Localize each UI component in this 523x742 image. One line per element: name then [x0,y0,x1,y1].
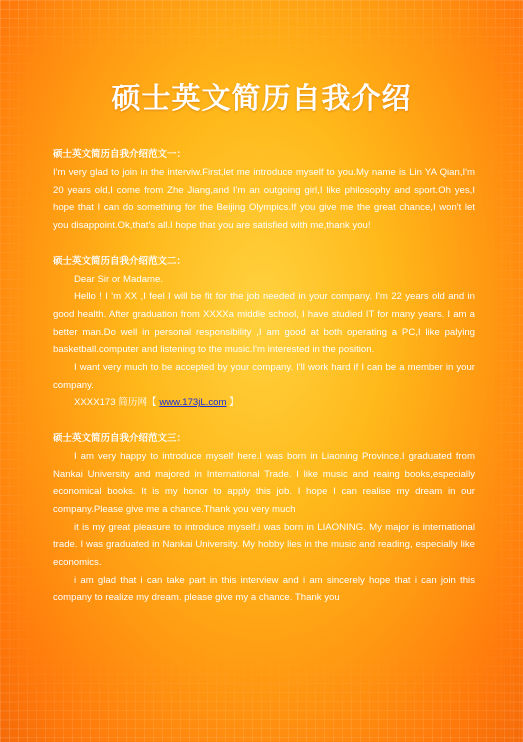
paragraph: Dear Sir or Madame. [74,273,164,285]
source-line [53,394,475,412]
document-body [53,146,475,607]
section-sample-3 [53,430,475,607]
section-sample-2 [53,253,475,413]
paragraph: I want very much to be accepted by your company. I'll work hard if I can be a member in your company. [53,362,475,391]
section-heading: 硕士英文简历自我介绍范文二： [53,255,187,267]
source-prefix: XXXX173 简历网【 [74,397,160,409]
paragraph: Hello ! I 'm XX ,I feel I will be fit for the job needed in your company. I'm 22 years old and in good health. After graduation from XXXXa middle school, I have studied IT for many years. I am a better man.Do well in personal responsibility ,I am good at both operating a PC,I like palying basketball.computer and listening to the music.I'm interested in the position. [53,291,475,356]
decorative-grid-bottom [0,647,523,742]
spacer [53,235,475,253]
spacer [53,412,475,430]
paragraph: i am glad that i can take part in this interview and i am sincerely hope that i can join this company to realize my dream. please give my a chance. Thank you [53,574,475,604]
section-heading: 硕士英文简历自我介绍范文一： [53,149,187,160]
paragraph: I'm very glad to join in the interviw.First,let me introduce myself to you.My name is Lin YA Qian,I'm 20 years old,I come from Zhe Jiang,and I'm an outgoing girl,I like philosophy and sport.Oh yes,I hope that I can do something for the Beijing Olympics.If you give me the great chance,I won't let you disappoint.Ok,that's all.I hope that you are satisfied with me,thank you! [53,167,475,232]
source-suffix: 】 [226,397,239,409]
section-sample-1 [53,146,475,235]
source-link[interactable]: www.173jL.com [159,397,227,409]
section-heading: 硕士英文简历自我介绍范文三： [53,432,187,444]
paragraph: I am very happy to introduce myself here.I was born in Liaoning Province.I graduated from Nankai University and majored in International Trade. I like music and reaing books,especially economical books. It is my honor to apply this job. I hope I can realise my dream in our company.Please give me a chance.Thank you very much [53,450,475,515]
page-title: 硕士英文简历自我介绍 [111,81,412,115]
decorative-grid-top [0,0,523,60]
paragraph: it is my great pleasure to introduce myself.i was born in LIAONING. My major is international trade. I was graduated in Nankai University. My hobby lies in the music and reading, especially like economics. [53,521,475,569]
